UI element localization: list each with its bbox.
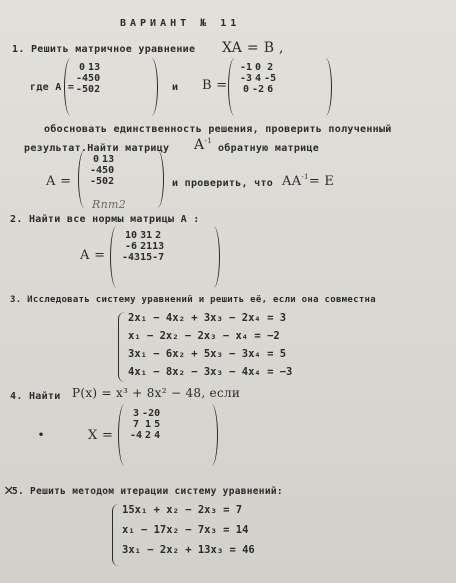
matrix-row bbox=[240, 62, 276, 73]
task3-heading: 3. Исследовать систему уравнений и решить её, если она совместна bbox=[10, 295, 376, 305]
matrix-cell: 3 bbox=[94, 62, 101, 73]
task2-matrix-table bbox=[122, 230, 164, 263]
matrix-cell: 7 bbox=[133, 419, 140, 430]
task5-cross-mark: ✕ bbox=[4, 480, 14, 499]
matrix-cell: -6 bbox=[125, 241, 138, 252]
matrix-cell: -5 bbox=[76, 84, 89, 95]
matrix-cell: 2 bbox=[108, 176, 115, 187]
task4-heading: 4. Найти bbox=[10, 391, 61, 402]
matrix-cell: 10 bbox=[125, 230, 138, 241]
task2-heading: 2. Найти все нормы матрицы A : bbox=[10, 214, 200, 225]
check-equation: $AA^{-1}= E$ bbox=[282, 173, 335, 189]
task1-check-text: и проверить, что bbox=[172, 178, 274, 189]
matrix-row bbox=[130, 408, 160, 419]
task1-heading: 1. Решить матричное уравнение bbox=[12, 44, 196, 55]
bullet-dot: • bbox=[38, 430, 45, 441]
matrix-row bbox=[130, 430, 160, 441]
matrix-cell: 0 bbox=[102, 176, 109, 187]
task1-b-label: B = bbox=[202, 78, 228, 93]
matrix-cell: -3 bbox=[240, 73, 253, 84]
task2-a-label: A = bbox=[80, 248, 106, 263]
matrix-row bbox=[122, 230, 164, 241]
matrix-cell: 0 bbox=[93, 154, 100, 165]
task4-poly: P(x) = x³ + 8x² − 48, если bbox=[72, 386, 241, 400]
task1-matrix-a bbox=[64, 58, 158, 116]
matrix-cell: 1 bbox=[102, 154, 109, 165]
matrix-row bbox=[130, 419, 160, 430]
system-equation: x₁ − 17x₂ − 7x₃ = 14 bbox=[122, 524, 249, 536]
matrix-cell: 0 bbox=[94, 73, 101, 84]
task5-heading: 5. Решить методом итерации систему уравнений: bbox=[12, 486, 283, 497]
matrix-cell: 5 bbox=[102, 165, 109, 176]
matrix-cell: 2 bbox=[145, 430, 152, 441]
task1-line2: обосновать единственность решения, проверить полученный bbox=[44, 124, 392, 135]
matrix-row bbox=[76, 84, 100, 95]
matrix-a-table bbox=[76, 62, 100, 95]
matrix-cell: 15 bbox=[140, 252, 153, 263]
matrix-row bbox=[90, 176, 114, 187]
matrix-cell: 6 bbox=[267, 84, 274, 95]
matrix-cell: 13 bbox=[152, 241, 165, 252]
matrix-cell: 4 bbox=[255, 73, 262, 84]
task2-matrix bbox=[110, 226, 220, 288]
matrix-b-table bbox=[240, 62, 276, 95]
matrix-row bbox=[76, 62, 100, 73]
task1-line3b: обратную матрице bbox=[218, 143, 320, 154]
task3-brace bbox=[118, 312, 125, 382]
system-equation: 4x₁ − 8x₂ − 3x₃ − 4x₄ = −3 bbox=[128, 366, 293, 378]
matrix-row bbox=[240, 84, 276, 95]
system-equation: 3x₁ − 6x₂ + 5x₃ − 3x₄ = 5 bbox=[128, 348, 287, 360]
matrix-cell: 0 bbox=[255, 62, 262, 73]
task4-matrix bbox=[118, 404, 218, 466]
system-equation: 15x₁ + x₂ − 2x₃ = 7 bbox=[122, 504, 243, 516]
matrix-cell: 5 bbox=[154, 419, 161, 430]
matrix-cell: 2 bbox=[267, 62, 274, 73]
matrix-cell: 0 bbox=[108, 165, 115, 176]
task1-a-label: A = bbox=[46, 174, 72, 189]
matrix-cell: 1 bbox=[88, 62, 95, 73]
matrix-cell: 4 bbox=[154, 430, 161, 441]
system-equation: x₁ − 2x₂ − 2x₃ − x₄ = −2 bbox=[128, 330, 280, 342]
task1-where: где A = bbox=[30, 82, 75, 93]
matrix-cell: 0 bbox=[154, 408, 161, 419]
matrix-row bbox=[76, 73, 100, 84]
matrix-row bbox=[122, 252, 164, 263]
inverse-symbol: $A^{-1}$ bbox=[194, 137, 212, 153]
matrix-row bbox=[90, 165, 114, 176]
matrix-cell: -2 bbox=[142, 408, 155, 419]
matrix-cell: 0 bbox=[243, 84, 250, 95]
matrix-row bbox=[90, 154, 114, 165]
task5-brace bbox=[112, 504, 119, 566]
matrix-cell: 21 bbox=[140, 241, 153, 252]
matrix-cell: -1 bbox=[240, 62, 253, 73]
matrix-cell: -4 bbox=[130, 430, 143, 441]
matrix-cell: 3 bbox=[108, 154, 115, 165]
matrix-cell: 3 bbox=[133, 408, 140, 419]
matrix-cell: 2 bbox=[155, 230, 162, 241]
matrix-row bbox=[122, 241, 164, 252]
task1-and: и bbox=[172, 82, 179, 93]
matrix-cell: 1 bbox=[145, 419, 152, 430]
matrix-cell: -4 bbox=[76, 73, 89, 84]
matrix-a2-table bbox=[90, 154, 114, 187]
matrix-cell: 5 bbox=[88, 73, 95, 84]
variant-title: ВАРИАНТ № 11 bbox=[120, 18, 241, 29]
task1-matrix-b bbox=[228, 58, 332, 116]
system-equation: 2x₁ − 4x₂ + 3x₃ − 2x₄ = 3 bbox=[128, 312, 287, 324]
matrix-cell: -43 bbox=[122, 252, 141, 263]
matrix-cell: -2 bbox=[252, 84, 265, 95]
matrix-cell: -7 bbox=[152, 252, 165, 263]
matrix-cell: -4 bbox=[90, 165, 103, 176]
matrix-row bbox=[240, 73, 276, 84]
task1-line3: результат.Найти матрицу bbox=[24, 143, 170, 154]
matrix-cell: 31 bbox=[140, 230, 153, 241]
task4-matrix-table bbox=[130, 408, 160, 441]
handwritten-note: Rпт2 bbox=[92, 198, 126, 211]
matrix-cell: 0 bbox=[88, 84, 95, 95]
system-equation: 3x₁ − 2x₂ + 13x₃ = 46 bbox=[122, 544, 255, 556]
matrix-cell: 2 bbox=[94, 84, 101, 95]
matrix-cell: -5 bbox=[264, 73, 277, 84]
matrix-cell: -5 bbox=[90, 176, 103, 187]
task1-equation: XA = B , bbox=[222, 40, 284, 56]
matrix-cell: 0 bbox=[79, 62, 86, 73]
task4-x-label: X = bbox=[88, 428, 114, 443]
